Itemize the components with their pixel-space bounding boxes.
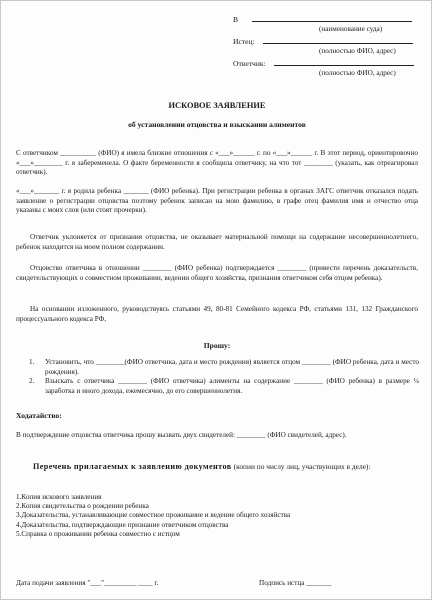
paragraph-2: «___»_______ г. я родила ребенка _______ (ФИО ребенка). При регистрации ребенка в органах ЗАГС ответчик отказался подать заявление о регистрации отцовства поэтому ребенок записан на мою фамилию, в графе отец фамилия имя и отчество отца указаны с моих слов (или стоят прочерки). (16, 187, 418, 215)
attachments-heading-rest: (копии по числу лиц, участвующих в деле): (233, 462, 371, 471)
attachment-item: 3.Доказательства, устанавливающие совместное проживание и ведение общего хозяйства (16, 511, 291, 520)
request-list (29, 358, 419, 396)
plaintiff-blank (263, 43, 413, 44)
defendant-prefix: Ответчик: (233, 59, 266, 68)
attachment-item: 4.Доказательства, подтверждающие признание ответчиком отцовства (16, 520, 229, 529)
paragraph-3: Ответчик уклоняется от признания отцовства, не оказывает материальной помощи на содержание несовершеннолетнего, ребенок находится на моем полном содержании. (16, 233, 418, 251)
defendant-line (233, 59, 419, 69)
attachment-item: 5.Справка о проживании ребенка совместно с истцом (16, 529, 180, 538)
plaintiff-line (233, 37, 419, 47)
request-text: Установить, что ________(ФИО ответчика, дата и место рождения) является отцом ________ (ФИО ребенка, дата и место рождения). (45, 358, 419, 376)
attachments-list (16, 493, 418, 539)
plaintiff-hint: (полностью ФИО, адрес) (319, 47, 396, 55)
petition-text: В подтверждение отцовства ответчика прошу вызвать двух свидетелей: ________ (ФИО свидетелей, адрес). (16, 431, 347, 439)
petition-heading: Ходатайство: (16, 411, 62, 420)
request-number: 2. (29, 377, 35, 386)
court-hint: (наименование суда) (319, 25, 383, 33)
paragraph-4: Отцовство ответчика в отношении ________ (ФИО ребенка) подтверждается ________ (привести перечень доказательств, свидетельствующих о совместном проживании, ведении общего хозяйства, признания ответчиком себя отцом ребенка). (16, 264, 418, 282)
paragraph-5: На основании изложенного, руководствуясь статьями 49, 80-81 Семейного кодекса РФ, статьями 131, 132 Гражданского процессуального кодекса РФ, (16, 305, 418, 323)
court-line (233, 15, 419, 25)
attachment-item: 2.Копия свидетельства о рождении ребенка (16, 502, 149, 511)
paragraph-1: С ответчиком __________ (ФИО) я имела близкие отношения с «___»______ г. по «___»______ г. В этот период, ориентировочно «___»________ г. я забеременела. О факте беременности я сообщила ответчику, на что тот ________ (указать, как отреагировал ответчик). (16, 149, 418, 177)
plaintiff-prefix: Истец: (233, 37, 255, 46)
request-heading: Прошу: (203, 341, 231, 350)
document-title: ИСКОВОЕ ЗАЯВЛЕНИЕ (168, 101, 266, 110)
court-blank (252, 21, 412, 22)
attachments-heading-bold: Перечень прилагаемых к заявлению документов (33, 462, 232, 471)
filing-date: Дата подачи заявления "___"_________ ____ г. (16, 579, 159, 587)
attachments-heading (33, 461, 418, 472)
plaintiff-signature: Подпись истца _______ (259, 579, 332, 587)
defendant-hint: (полностью ФИО, адрес) (319, 69, 396, 77)
request-item (29, 377, 419, 396)
defendant-blank (274, 65, 414, 66)
request-number: 1. (29, 358, 35, 366)
court-prefix: В (233, 15, 239, 24)
document-subtitle: об установлении отцовства и взыскании алиментов (128, 120, 306, 129)
attachment-item: 1.Копия искового заявления (16, 493, 102, 501)
request-text: Взыскать с ответчика ________ (ФИО ответчика) алименты на содержание ________ (ФИО ребенка) в размере ¼ заработка и иного дохода, ежемесячно, до его совершеннолетия. (45, 377, 419, 395)
request-item (29, 358, 419, 377)
